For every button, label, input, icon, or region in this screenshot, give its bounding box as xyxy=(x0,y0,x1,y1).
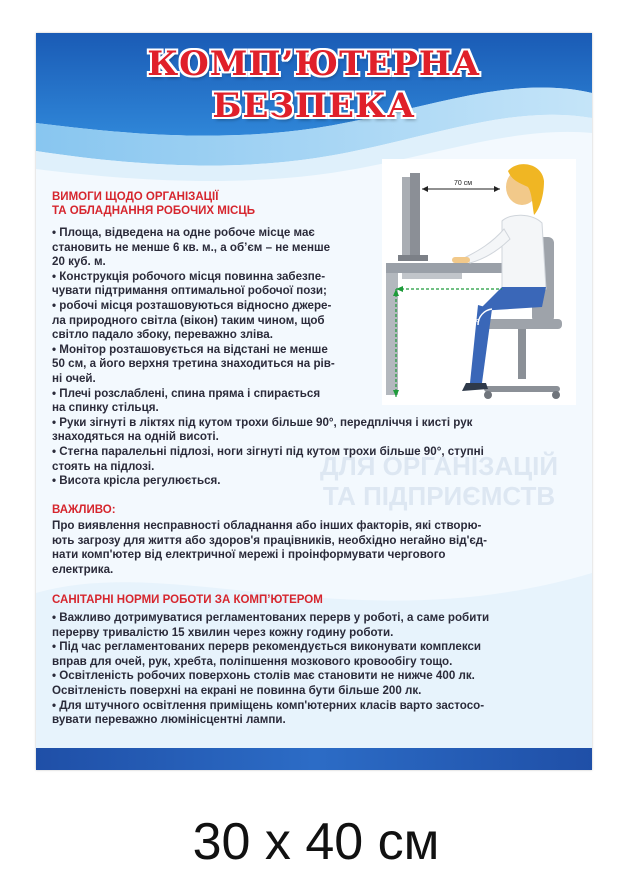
text-line: чувати підтримання оптимальної робочої пози; xyxy=(52,284,327,298)
angle-label: 90° xyxy=(462,316,481,330)
bottom-bar xyxy=(36,748,592,770)
text-line: вувати переважно люмінісцентні лампи. xyxy=(52,713,286,727)
text-line: • Стегна паралельні підлозі, ноги зігнуті під кутом трохи більше 90°, ступні xyxy=(52,444,484,458)
text-line: • Висота крісла регулюється. xyxy=(52,474,221,488)
text-line: 20 куб. м. xyxy=(52,255,106,269)
text-line: світло падало збоку, переважно зліва. xyxy=(52,328,273,342)
text-line: ла природного світла (вікон) таким чином, щоб xyxy=(52,313,325,327)
section-requirements-text xyxy=(52,226,484,489)
text-line: 50 см, а його верхня третина знаходиться на рів- xyxy=(52,357,335,371)
watermark-line-1: ДЛЯ ОРГАНІЗАЦІЙ xyxy=(319,451,559,481)
poster-title xyxy=(36,43,592,127)
text-line: • Площа, відведена на одне робоче місце має xyxy=(52,226,315,239)
text-line: Про виявлення несправності обладнання або інших факторів, які створю- xyxy=(52,519,482,532)
text-line: становить не менше 6 кв. м., а об’єм – не менше xyxy=(52,240,331,254)
section-requirements-heading-line-2: ТА ОБЛАДНАННЯ РОБОЧИХ МІСЦЬ xyxy=(52,205,256,217)
size-label: 30 x 40 см xyxy=(192,813,440,871)
text-line: знаходяться на одній висоті. xyxy=(52,430,219,444)
text-line: Освітленість поверхні на екрані не повинна бути більше 200 лк. xyxy=(52,683,422,697)
poster xyxy=(36,33,592,770)
text-line: нати комп'ютер від електричної мережі і проінформувати чергового xyxy=(52,548,446,562)
text-line: ні очей. xyxy=(52,371,96,385)
text-line: електрика. xyxy=(52,562,114,576)
text-line: стоять на підлозі. xyxy=(52,459,155,473)
text-line: • Руки зігнуті в ліктях під кутом трохи більше 90°, передпліччя і кисті рук xyxy=(52,415,473,429)
title-line-1: КОМП’ЮТЕРНА xyxy=(147,44,481,84)
text-line: на спинку стільця. xyxy=(52,401,159,415)
text-line: • Важливо дотримуватися регламентованих перерв у роботі, а саме робити xyxy=(52,611,490,624)
section-sanitary-heading: САНІТАРНІ НОРМИ РОБОТИ ЗА КОМП’ЮТЕРОМ xyxy=(52,594,323,606)
section-important-heading: ВАЖЛИВО: xyxy=(52,504,116,516)
distance-label: 70 см xyxy=(454,180,473,187)
text-line: • Освітленість робочих поверхонь столів має становити не нижче 400 лк. xyxy=(52,669,475,683)
section-requirements-heading-line-1: ВИМОГИ ЩОДО ОРГАНІЗАЦІЇ xyxy=(52,191,219,203)
text-line: • Монітор розташовується на відстані не менше xyxy=(52,342,328,356)
text-line: ють загрозу для життя або здоров'я працівників, необхідно негайно від'єд- xyxy=(52,533,487,547)
text-line: • Конструкція робочого місця повинна забезпе- xyxy=(52,269,326,283)
title-line-2: БЕЗПЕКА xyxy=(212,86,416,126)
section-requirements-heading xyxy=(52,190,255,218)
watermark-line-2: ТА ПІДПРИЄМСТВ xyxy=(322,481,556,511)
text-line: • Плечі розслаблені, спина пряма і спирається xyxy=(52,386,321,400)
text-line: • Під час регламентованих перерв рекомендується виконувати комплекси xyxy=(52,640,482,654)
text-line: • Для штучного освітлення приміщень комп'ютерних класів варто застосо- xyxy=(52,698,485,712)
text-line: • робочі місця розташовуються відносно джере- xyxy=(52,298,332,312)
text-line: перерву тривалістю 15 хвилин через кожну годину роботи. xyxy=(52,625,394,639)
text-line: вправ для очей, рук, хребта, поліпшення мозкового кровообігу тощо. xyxy=(52,654,453,668)
section-sanitary-text xyxy=(52,611,489,728)
section-important-text xyxy=(52,519,487,577)
